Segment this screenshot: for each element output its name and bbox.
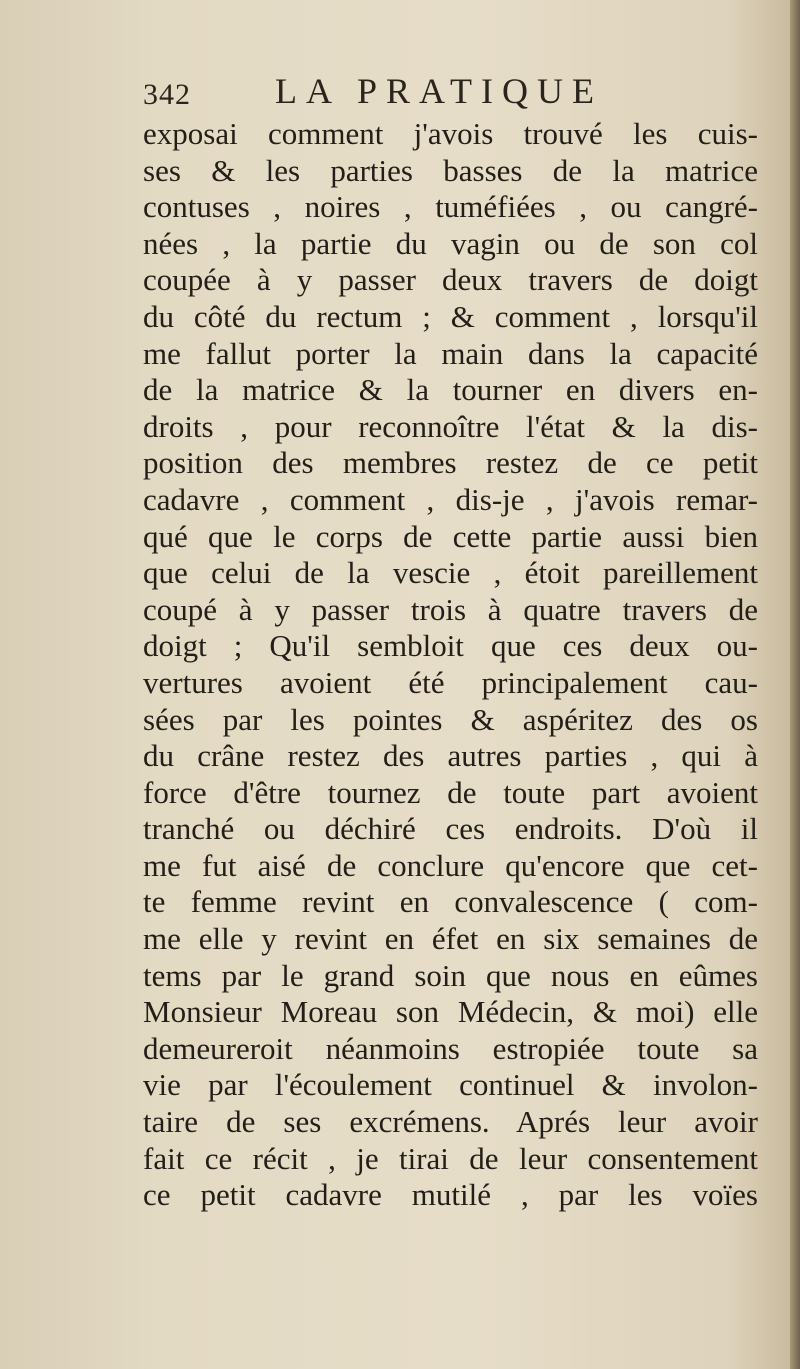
text-line: tranché ou déchiré ces endroits. D'où il (143, 811, 758, 847)
text-line: me fallut porter la main dans la capacité (143, 335, 758, 371)
page-edge-shadow (790, 0, 800, 1369)
text-line: taire de ses excrémens. Aprés leur avoir (143, 1104, 758, 1140)
text-line: contuses , noires , tuméfiées , ou cangré- (143, 189, 758, 225)
text-line: droits , pour reconnoître l'état & la dis- (143, 408, 758, 444)
text-line: fait ce récit , je tirai de leur consentement (143, 1140, 758, 1176)
body-text (143, 116, 758, 1214)
text-line: me fut aisé de conclure qu'encore que cet- (143, 847, 758, 883)
text-line: position des membres restez de ce petit (143, 445, 758, 481)
text-line: du côté du rectum ; & comment , lorsqu'il (143, 298, 758, 334)
text-line: tems par le grand soin que nous en eûmes (143, 957, 758, 993)
text-line: ce petit cadavre mutilé , par les voïes (143, 1177, 758, 1213)
text-line: demeureroit néanmoins estropiée toute sa (143, 1030, 758, 1066)
text-line: cadavre , comment , dis-je , j'avois remar- (143, 481, 758, 517)
text-line: te femme revint en convalescence ( com- (143, 884, 758, 920)
text-line: force d'être tournez de toute part avoient (143, 774, 758, 810)
text-line: doigt ; Qu'il sembloit que ces deux ou- (143, 628, 758, 664)
text-line: sées par les pointes & aspéritez des os (143, 701, 758, 737)
running-title: LA PRATIQUE (275, 71, 604, 111)
text-line: de la matrice & la tourner en divers en- (143, 372, 758, 408)
text-line: me elle y revint en éfet en six semaines de (143, 921, 758, 957)
text-line: coupée à y passer deux travers de doigt (143, 262, 758, 298)
text-line: qué que le corps de cette partie aussi bien (143, 518, 758, 554)
text-line: Monsieur Moreau son Médecin, & moi) elle (143, 994, 758, 1030)
text-line: coupé à y passer trois à quatre travers de (143, 591, 758, 627)
page-number: 342 (143, 78, 191, 111)
text-line: que celui de la vescie , étoit pareillement (143, 555, 758, 591)
text-line: vertures avoient été principalement cau- (143, 664, 758, 700)
text-line: ses & les parties basses de la matrice (143, 152, 758, 188)
running-head (143, 70, 703, 118)
text-line: du crâne restez des autres parties , qui à (143, 738, 758, 774)
text-line: nées , la partie du vagin ou de son col (143, 225, 758, 261)
text-line: exposai comment j'avois trouvé les cuis- (143, 116, 758, 151)
text-line: vie par l'écoulement continuel & involon- (143, 1067, 758, 1103)
